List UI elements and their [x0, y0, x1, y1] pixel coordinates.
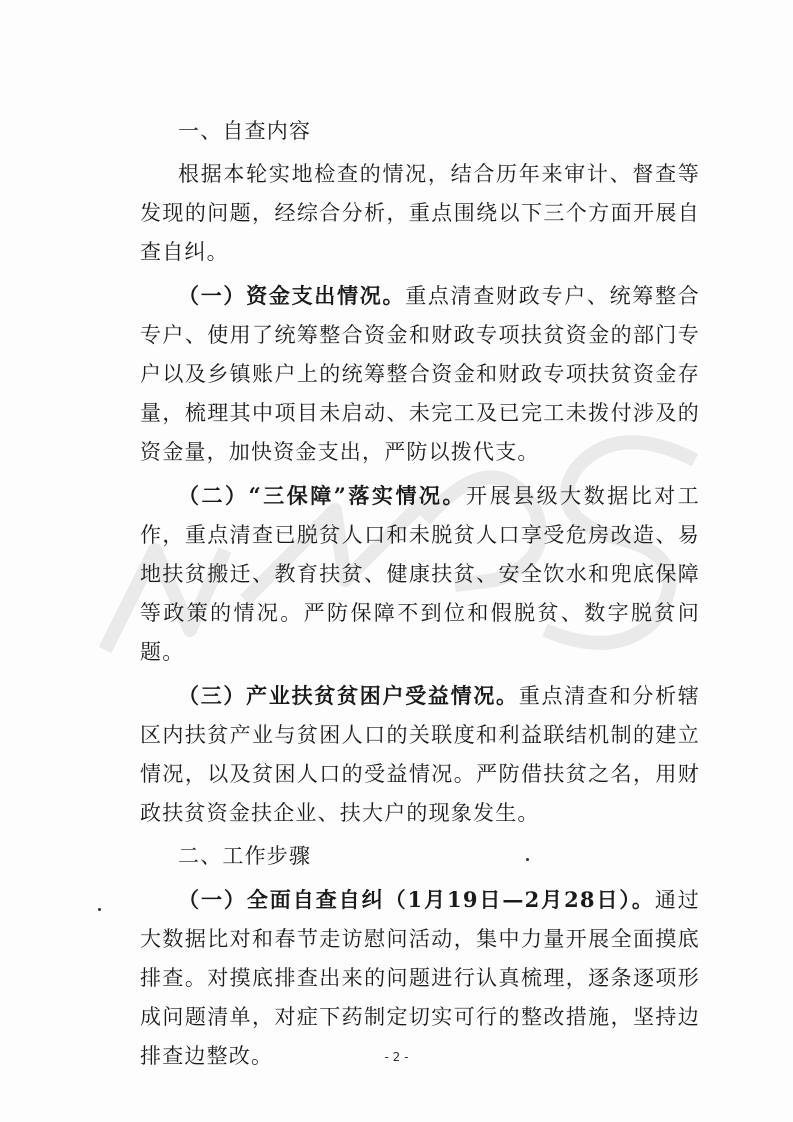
document-body [140, 112, 700, 1076]
scan-speck [98, 908, 101, 911]
step-1-body: 通过大数据比对和春节走访慰问活动，集中力量开展全面摸底排查。对摸底排查出来的问题进行认真梳理，逐条逐项形成问题清单，对症下药制定切实可行的整改措施，坚持边排查边整改。 [140, 888, 700, 1068]
step-1-title: （一）全面自查自纠（1月19日—2月28日）。 [178, 887, 655, 912]
item-2-paragraph [140, 476, 700, 672]
section-heading-2: 二、工作步骤 [178, 844, 312, 868]
item-1-title: （一）资金支出情况。 [178, 283, 406, 308]
item-3-body: 重点清查和分析辖区内扶贫产业与贫困人口的关联度和利益联结机制的建立情况，以及贫困人口的受益情况。严防借扶贫之名，用财政扶贫资金扶企业、扶大户的现象发生。 [140, 684, 700, 825]
section-heading-1: 一、自查内容 [178, 119, 312, 143]
scan-speck [526, 858, 529, 861]
item-2-body: 开展县级大数据比对工作，重点清查已脱贫人口和未脱贫人口享受危房改造、易地扶贫搬迁、教育扶贫、健康扶贫、安全饮水和兜底保障等政策的情况。严防保障不到位和假脱贫、数字脱贫问题。 [140, 484, 701, 664]
item-3-title: （三）产业扶贫贫困户受益情况。 [178, 683, 519, 708]
item-1-body: 重点清查财政专户、统筹整合专户、使用了统筹整合资金和财政专项扶贫资金的部门专户以及乡镇账户上的统筹整合资金和财政专项扶贫资金存量，梳理其中项目未启动、未完工及已完工未拨付涉及的资金量，加快资金支出，严防以拨代支。 [140, 284, 700, 464]
intro-paragraph: 根据本轮实地检查的情况，结合历年来审计、督查等发现的问题，经综合分析，重点围绕以下三个方面开展自查自纠。 [140, 162, 700, 264]
item-2-title: （二）“三保障”落实情况。 [178, 483, 467, 508]
item-1-paragraph [140, 276, 700, 472]
page-number: - 2 - [384, 1050, 409, 1064]
item-3-paragraph [140, 676, 700, 833]
step-1-paragraph [140, 880, 700, 1076]
